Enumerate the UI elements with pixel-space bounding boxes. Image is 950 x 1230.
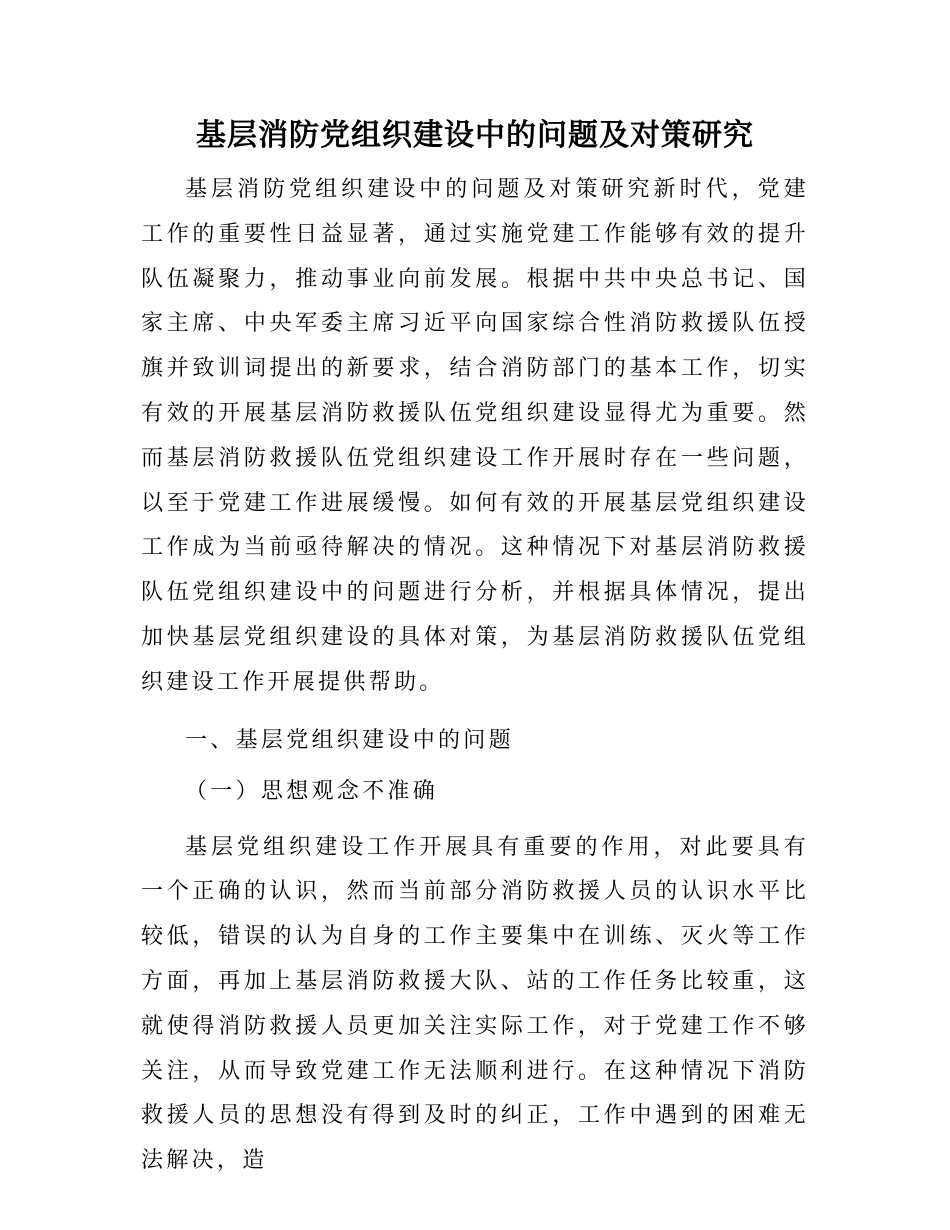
body-paragraph: 基层党组织建设工作开展具有重要的作用，对此要具有一个正确的认识，然而当前部分消防救援人员的认识水平比较低，错误的认为自身的工作主要集中在训练、灭火等工作方面，再加上基层消防救援大队、站的工作任务比较重，这就使得消防救援人员更加关注实际工作，对于党建工作不够关注，从而导致党建工作无法顺利进行。在这种情况下消防救援人员的思想没有得到及时的纠正，工作中遇到的困难无法解决，造 [141, 834, 809, 1174]
intro-paragraph: 基层消防党组织建设中的问题及对策研究新时代，党建工作的重要性日益显著，通过实施党建工作能够有效的提升队伍凝聚力，推动事业向前发展。根据中共中央总书记、国家主席、中央军委主席习近平向国家综合性消防救援队伍授旗并致训词提出的新要求，结合消防部门的基本工作，切实有效的开展基层消防救援队伍党组织建设显得尤为重要。然而基层消防救援队伍党组织建设工作开展时存在一些问题，以至于党建工作进展缓慢。如何有效的开展基层党组织建设工作成为当前亟待解决的情况。这种情况下对基层消防救援队伍党组织建设中的问题进行分析，并根据具体情况，提出加快基层党组织建设的具体对策，为基层消防救援队伍党组织建设工作开展提供帮助。 [141, 177, 809, 695]
document-page [141, 112, 809, 1184]
subsection-heading: （一）思想观念不准确 [185, 778, 439, 804]
section-heading: 一、基层党组织建设中的问题 [185, 727, 514, 753]
document-title: 基层消防党组织建设中的问题及对策研究 [196, 118, 754, 153]
